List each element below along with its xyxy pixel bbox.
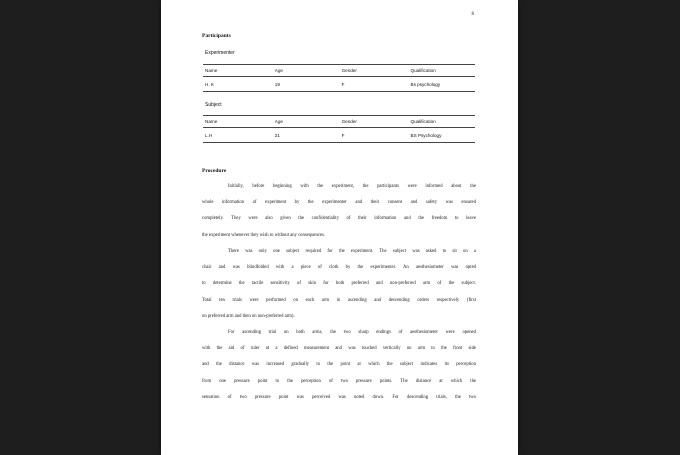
paragraph-line: chair and was blindfolded with a piece of cloth by the experimenter. An aesthesiometer was opted <box>202 265 476 271</box>
paragraph-2 <box>202 244 476 325</box>
table-row <box>203 77 475 92</box>
subject-table <box>203 115 475 143</box>
table-row <box>203 128 475 143</box>
paragraph-line: with the aid of ruler at a defined measurement and was touched vertically on arm to the front side <box>202 346 476 352</box>
experimenter-table <box>203 64 475 92</box>
participants-heading: Participants <box>202 33 231 39</box>
header-qualification: Qualification <box>409 116 475 128</box>
paragraph-line: the experiment whenever they wish to without any consequences. <box>202 232 326 238</box>
page-number: 8 <box>471 12 474 17</box>
header-name: Name <box>203 116 273 128</box>
header-gender: Gender <box>340 65 409 77</box>
paragraph-line: to determine the tactile sensitivity of skin for both preferred and non-preferred arm of the subject. <box>202 281 476 287</box>
cell-age: 21 <box>273 128 340 143</box>
cell-gender: F <box>340 128 409 143</box>
paragraph-line: whole information of experiment by the experimenter and their consent and safety was ensured <box>202 200 476 206</box>
header-age: Age <box>273 116 340 128</box>
document-page <box>161 0 518 455</box>
paragraph-line: Total ten trials were performed on each arm in ascending and descending orders respectively (first <box>202 297 476 303</box>
experimenter-label: Experimenter <box>205 50 235 56</box>
paragraph-line: completely. They were also given the confidentiality of their information and the freedom to leave <box>202 216 476 222</box>
paragraph-line: from one pressure point to the perception of two pressure points. The distance at which the <box>202 378 476 384</box>
cell-name: L.H <box>203 128 273 143</box>
header-gender: Gender <box>340 116 409 128</box>
table-header-row <box>203 116 475 128</box>
paragraph-1 <box>202 179 476 244</box>
header-name: Name <box>203 65 273 77</box>
procedure-heading: Procedure <box>202 168 227 174</box>
subject-label: Subject <box>205 102 222 108</box>
paragraph-line: sensation of two pressure point was perceived was noted down. For descending trials, the two <box>202 394 476 400</box>
paragraph-line: Initially, before beginning with the experiment, the participants were informed about the <box>228 184 476 189</box>
paragraph-line: For ascending trial on both arms, the two sharp endings of aesthesiometer were opened <box>228 330 476 335</box>
cell-name: H. K <box>203 77 273 92</box>
cell-qualification: BS Psychology <box>409 128 475 143</box>
cell-qualification: Bs psychology <box>409 77 475 92</box>
paragraph-line: and the distance was increased gradually to the point at which the subject indicates its perception <box>202 362 476 368</box>
header-age: Age <box>273 65 340 77</box>
paragraph-line: on preferred arm and then on non-preferred arm). <box>202 313 295 319</box>
table-header-row <box>203 65 475 77</box>
header-qualification: Qualification <box>409 65 475 77</box>
cell-gender: F <box>340 77 409 92</box>
cell-age: 19 <box>273 77 340 92</box>
paragraph-line: There was only one subject required for the experiment. The subject was asked to sit on a <box>228 249 476 254</box>
paragraph-3 <box>202 325 476 406</box>
